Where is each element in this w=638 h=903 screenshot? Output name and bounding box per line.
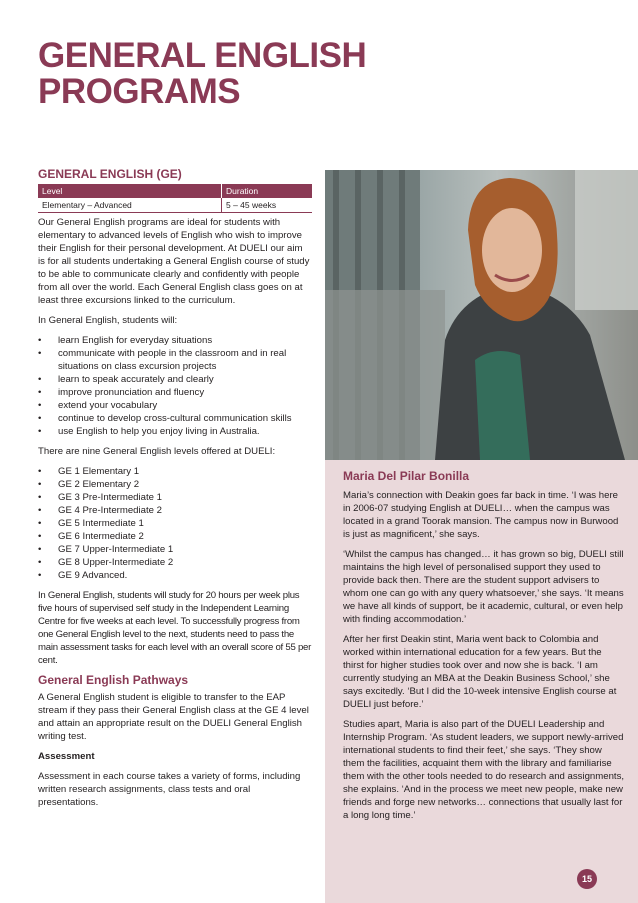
page-title	[38, 38, 366, 110]
assessment-paragraph: Assessment in each course takes a variety of forms, including written research assignments, class tests and oral presentations.	[38, 771, 301, 808]
profile-paragraph: Studies apart, Maria is also part of the DUELI Leadership and Internship Program. ‘As student leaders, we support newly-arrived international students to find their feet,’ she says. ‘They show them the facilities, acquaint them with the library and familiarise them with the other tools needed to do research and assignments, she explains. ‘And in the process we meet new people, make new friends and forge new networks… connections that usually last for a long long time.’	[343, 719, 625, 821]
profile-paragraph: After her first Deakin stint, Maria went back to Colombia and worked within international education for a few years. But the thirst for higher studies took over and now she is back. ‘I am currently studying an MBA at the Deakin Business School,’ she says excitedly. ‘But I did the 10-week intensive English course at DUELI just before.’	[343, 634, 617, 710]
page-title-line-2: PROGRAMS	[38, 72, 241, 111]
list-item: • extend your vocabulary	[38, 399, 312, 412]
list-item: • GE 8 Upper-Intermediate 2	[38, 556, 312, 569]
ge-section-heading: GENERAL ENGLISH (GE)	[38, 167, 182, 181]
level-cell: Elementary – Advanced	[38, 198, 222, 213]
list-item: • learn English for everyday situations	[38, 334, 312, 347]
list-item: • GE 9 Advanced.	[38, 569, 312, 582]
duration-column-header: Duration	[222, 184, 313, 198]
list-item: • continue to develop cross-cultural communication skills	[38, 412, 312, 425]
list-item: • GE 5 Intermediate 1	[38, 517, 312, 530]
student-photo	[325, 170, 638, 460]
levels-list	[38, 465, 312, 582]
student-profile-sidebar	[325, 460, 638, 903]
assessment-heading: Assessment	[38, 751, 95, 762]
pathways-heading: General English Pathways	[38, 673, 189, 687]
profile-paragraph: ‘Whilst the campus has changed… it has grown so big, DUELI still maintains the high level of personalised support they used to provide back then. There are the student support advisers to whom one can go with any query whatsoever,’ she says. ‘It means we have all kinds of support, be it academic, cultural, or even help with finding accommodation.’	[343, 549, 624, 625]
page-title-line-1: GENERAL ENGLISH	[38, 36, 367, 75]
student-photo-illustration	[325, 170, 638, 460]
table-header-row	[38, 184, 312, 198]
students-will-list	[38, 334, 312, 438]
list-item: • GE 3 Pre-Intermediate 1	[38, 491, 312, 504]
page-number: 15	[577, 869, 597, 889]
list-item: • GE 4 Pre-Intermediate 2	[38, 504, 312, 517]
list-item: • GE 1 Elementary 1	[38, 465, 312, 478]
levels-intro: There are nine General English levels offered at DUELI:	[38, 446, 276, 457]
list-item: • GE 6 Intermediate 2	[38, 530, 312, 543]
level-column-header: Level	[38, 184, 222, 198]
list-item: • communicate with people in the classroom and in real situations on class excursion projects	[38, 347, 312, 373]
study-hours-paragraph: In General English, students will study for 20 hours per week plus five hours of supervised self study in the Independent Learning Centre for five weeks at each level. To successfully progress from one General English level to the next, students need to pass the main assessment tasks for each level with an overall score of 55 per cent.	[38, 590, 312, 666]
list-item: • GE 2 Elementary 2	[38, 478, 312, 491]
students-will-intro: In General English, students will:	[38, 315, 178, 326]
ge-intro-paragraph: Our General English programs are ideal for students with elementary to advanced levels of English who wish to improve their English for their personal development. At DUELI our aim is for all students undertaking a General English course of study to be able to communicate clearly and confidently with people from all over the world. Each General English class goes on at least three excursions linked to the curriculum.	[38, 217, 310, 306]
duration-cell: 5 – 45 weeks	[222, 198, 313, 213]
list-item: • GE 7 Upper-Intermediate 1	[38, 543, 312, 556]
profile-name: Maria Del Pilar Bonilla	[343, 469, 470, 483]
profile-paragraph: Maria’s connection with Deakin goes far back in time. ‘I was here in 2006-07 studying English at DUELI… when the campus was located in a grand Toorak mansion. The campus now in Burwood is just as magnificent,’ she says.	[343, 490, 619, 540]
left-column	[38, 216, 312, 816]
list-item: • use English to help you enjoy living in Australia.	[38, 425, 312, 438]
table-row	[38, 198, 312, 213]
list-item: • learn to speak accurately and clearly	[38, 373, 312, 386]
level-duration-table	[38, 184, 312, 213]
pathways-paragraph: A General English student is eligible to transfer to the EAP stream if they pass their General English class at the GE 4 level and attain an appropriate result on the DUELI General English writing test.	[38, 692, 309, 742]
profile-text	[343, 470, 625, 829]
list-item: • improve pronunciation and fluency	[38, 386, 312, 399]
